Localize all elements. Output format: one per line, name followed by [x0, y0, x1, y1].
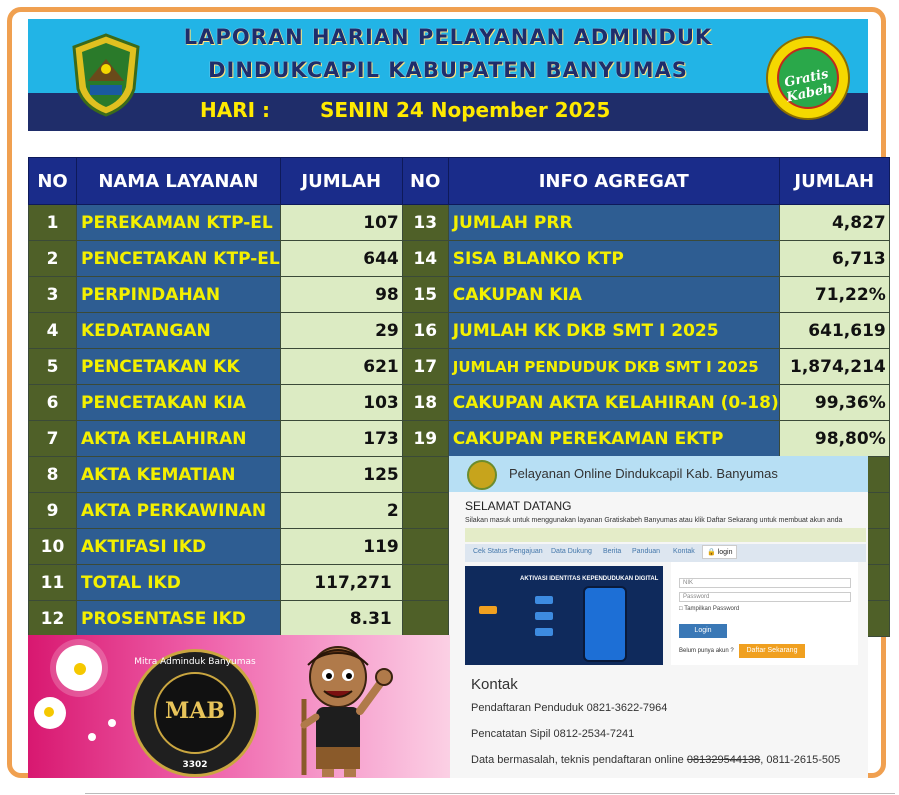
layanan-name: KEDATANGAN — [77, 313, 281, 349]
seal-number: 3302 — [182, 760, 208, 770]
lock-icon: 🔒 — [707, 549, 716, 556]
gratis-kabeh-logo-text: Gratis Kabeh — [783, 66, 834, 106]
agregat-no: 17 — [402, 349, 448, 385]
kontak-sipil: Pencatatan Sipil 0812-2534-7241 — [471, 728, 635, 740]
tab-berita[interactable]: Berita — [603, 548, 622, 555]
agregat-value: 641,619 — [779, 313, 889, 349]
layanan-value: 98 — [280, 277, 402, 313]
gratis-kabeh-logo-inner — [777, 47, 839, 109]
nik-field[interactable]: NIK — [679, 578, 851, 588]
layanan-no: 10 — [29, 529, 77, 565]
phone-illustration-icon — [583, 586, 627, 662]
layanan-no: 5 — [29, 349, 77, 385]
show-password-label: Tampilkan Password — [684, 606, 740, 612]
agregat-no: 13 — [402, 205, 448, 241]
tab-cek-status[interactable]: Cek Status Pengajuan — [473, 548, 543, 555]
kontak-title: Kontak — [471, 676, 518, 693]
empty-cell — [402, 529, 448, 565]
table-row — [29, 205, 890, 241]
seal-ring-text: Mitra Adminduk Banyumas — [134, 657, 256, 667]
layanan-name: AKTA PERKAWINAN — [77, 493, 281, 529]
empty-cell — [402, 493, 448, 529]
layanan-name: AKTA KEMATIAN — [77, 457, 281, 493]
kontak-penduduk: Pendaftaran Penduduk 0821-3622-7964 — [471, 702, 668, 714]
layanan-no: 6 — [29, 385, 77, 421]
gratis-kabeh-logo-icon — [766, 36, 850, 120]
header-no-1: NO — [29, 158, 77, 205]
login-button[interactable]: Login — [679, 624, 727, 638]
report-date: SENIN 24 Nopember 2025 — [320, 98, 611, 122]
seal-inner — [154, 672, 236, 754]
register-button[interactable]: Daftar Sekarang — [739, 644, 805, 658]
layanan-value: 107 — [280, 205, 402, 241]
web-top-bar — [449, 456, 868, 492]
layanan-name: PENCETAKAN KK — [77, 349, 281, 385]
tab-login-label: login — [717, 549, 733, 556]
flower-petal-icon — [108, 719, 116, 727]
agregat-name: CAKUPAN AKTA KELAHIRAN (0-18) — [448, 385, 779, 421]
mitra-adminduk-banner — [28, 635, 450, 778]
login-form — [671, 562, 858, 665]
layanan-name: PROSENTASE IKD — [77, 601, 281, 637]
table-row — [29, 421, 890, 457]
header-info-agregat: INFO AGREGAT — [448, 158, 779, 205]
flower-center-icon — [74, 663, 86, 675]
layanan-value: 173 — [280, 421, 402, 457]
layanan-value: 125 — [280, 457, 402, 493]
layanan-name: TOTAL IKD — [77, 565, 281, 601]
layanan-name: PERPINDAHAN — [77, 277, 281, 313]
empty-cell — [402, 601, 448, 637]
tab-data-dukung[interactable]: Data Dukung — [551, 548, 592, 555]
layanan-name: AKTA KELAHIRAN — [77, 421, 281, 457]
web-title: Pelayanan Online Dindukcapil Kab. Banyumas — [509, 466, 778, 481]
layanan-no: 11 — [29, 565, 77, 601]
tab-login[interactable] — [702, 545, 737, 559]
tab-panduan[interactable]: Panduan — [632, 548, 661, 555]
agregat-no: 18 — [402, 385, 448, 421]
layanan-value: 621 — [280, 349, 402, 385]
layanan-value: 8.31 — [280, 601, 402, 637]
layanan-name: PENCETAKAN KTP-EL — [77, 241, 281, 277]
banner-chip-icon — [535, 612, 553, 620]
ikd-banner-text: AKTIVASI IDENTITAS KEPENDUDUKAN DIGITAL — [520, 576, 659, 582]
agregat-value: 98,80% — [779, 421, 889, 457]
layanan-no: 7 — [29, 421, 77, 457]
header-jumlah-1: JUMLAH — [280, 158, 402, 205]
agregat-name: CAKUPAN PEREKAMAN EKTP — [448, 421, 779, 457]
agregat-value: 99,36% — [779, 385, 889, 421]
agregat-no: 19 — [402, 421, 448, 457]
agregat-value: 6,713 — [779, 241, 889, 277]
banner-chip-icon — [535, 596, 553, 604]
table-row — [29, 241, 890, 277]
agregat-value: 71,22% — [779, 277, 889, 313]
layanan-value: 119 — [280, 529, 402, 565]
header-title-line-1: LAPORAN HARIAN PELAYANAN ADMINDUK — [183, 25, 713, 49]
banner-chip-icon — [535, 628, 553, 636]
no-account-label: Belum punya akun ? — [679, 648, 734, 654]
agregat-no: 14 — [402, 241, 448, 277]
tab-kontak[interactable]: Kontak — [673, 548, 695, 555]
header-no-2: NO — [402, 158, 448, 205]
agregat-value: 4,827 — [779, 205, 889, 241]
agregat-name: SISA BLANKO KTP — [448, 241, 779, 277]
banner-chip-icon — [479, 606, 497, 614]
kontak-teknis-old-number: 081329544138 — [686, 754, 761, 766]
agregat-value: 1,874,214 — [779, 349, 889, 385]
empty-cell — [402, 457, 448, 493]
mitra-adminduk-seal — [131, 649, 259, 777]
table-row — [29, 313, 890, 349]
layanan-value: 117,271 — [280, 565, 402, 601]
layanan-no: 4 — [29, 313, 77, 349]
header-nama-layanan: NAMA LAYANAN — [77, 158, 281, 205]
seal-monogram: MAB — [164, 698, 226, 724]
table-row — [29, 277, 890, 313]
flower-petal-icon — [88, 733, 96, 741]
web-welcome: SELAMAT DATANG — [465, 499, 572, 513]
ikd-banner — [465, 566, 663, 665]
layanan-value: 2 — [280, 493, 402, 529]
layanan-no: 8 — [29, 457, 77, 493]
layanan-value: 29 — [280, 313, 402, 349]
layanan-name: PEREKAMAN KTP-EL — [77, 205, 281, 241]
layanan-name: AKTIFASI IKD — [77, 529, 281, 565]
agregat-name: CAKUPAN KIA — [448, 277, 779, 313]
bottom-rule — [85, 793, 895, 794]
layanan-no: 12 — [29, 601, 77, 637]
report-header — [28, 19, 868, 131]
day-label: HARI : — [200, 98, 271, 122]
kontak-teknis — [471, 754, 840, 766]
web-tab-bar — [465, 544, 866, 562]
agregat-name: JUMLAH PRR — [448, 205, 779, 241]
layanan-name: PENCETAKAN KIA — [77, 385, 281, 421]
agregat-name: JUMLAH KK DKB SMT I 2025 — [448, 313, 779, 349]
empty-cell — [402, 565, 448, 601]
layanan-no: 1 — [29, 205, 77, 241]
web-screenshot-panel — [449, 456, 868, 778]
header-jumlah-2: JUMLAH — [779, 158, 889, 205]
table-row — [29, 349, 890, 385]
kontak-teknis-new-number: , 0811-2615-505 — [760, 754, 841, 766]
show-password-checkbox[interactable]: □ Tampilkan Password — [679, 606, 740, 612]
layanan-no: 9 — [29, 493, 77, 529]
table-row — [29, 385, 890, 421]
layanan-value: 644 — [280, 241, 402, 277]
web-notice-bar — [465, 528, 866, 542]
agregat-name: JUMLAH PENDUDUK DKB SMT I 2025 — [448, 349, 779, 385]
layanan-no: 2 — [29, 241, 77, 277]
password-field[interactable]: Password — [679, 592, 851, 602]
layanan-no: 3 — [29, 277, 77, 313]
flower-center-icon — [44, 707, 54, 717]
mascot-character-icon — [286, 635, 396, 778]
table-header-row — [29, 158, 890, 205]
agregat-no: 16 — [402, 313, 448, 349]
kontak-teknis-prefix: Data bermasalah, teknis pendaftaran online — [471, 754, 684, 766]
web-logo-icon — [467, 460, 497, 490]
web-description: Silakan masuk untuk menggunakan layanan Gratiskabeh Banyumas atau klik Daftar Sekarang untuk membuat akun anda — [465, 517, 843, 524]
layanan-value: 103 — [280, 385, 402, 421]
agregat-no: 15 — [402, 277, 448, 313]
header-title-line-2: DINDUKCAPIL KABUPATEN BANYUMAS — [208, 58, 688, 82]
